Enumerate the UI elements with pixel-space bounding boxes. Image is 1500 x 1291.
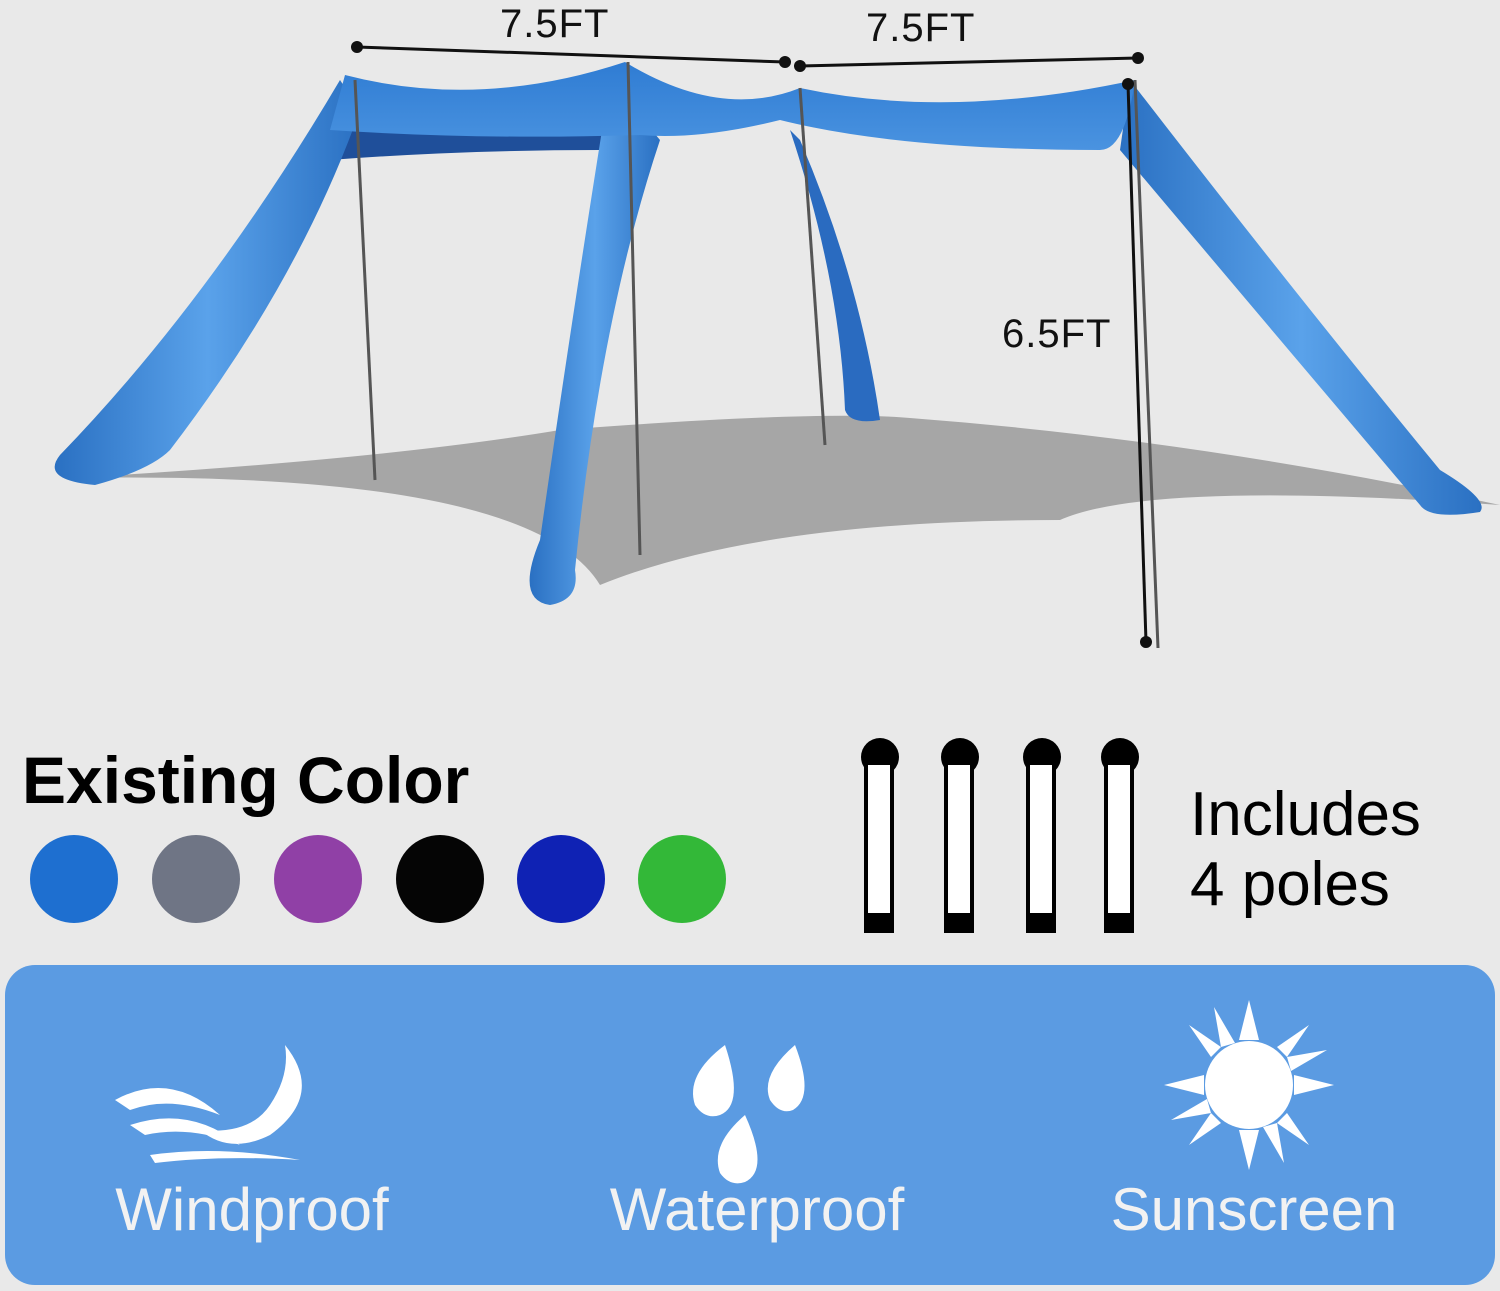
poles-caption: [1190, 780, 1421, 920]
feature-windproof: [5, 965, 501, 1285]
color-swatch-navy: [517, 835, 605, 923]
water-drops-icon: [675, 1035, 875, 1185]
pole-icon-3: [1023, 738, 1061, 931]
dimension-label-height: 6.5FT: [1002, 312, 1112, 356]
wind-icon: [110, 1025, 310, 1175]
dimension-label-width-right: 7.5FT: [866, 6, 976, 50]
color-swatch-gray: [152, 835, 240, 923]
color-swatch-green: [638, 835, 726, 923]
sun-icon: [1159, 995, 1339, 1175]
features-panel: [5, 965, 1495, 1285]
pole-icon-4: [1101, 738, 1139, 931]
colors-heading: Existing Color: [22, 743, 470, 817]
dimension-label-width-left: 7.5FT: [500, 2, 610, 46]
color-swatch-blue: [30, 835, 118, 923]
feature-label-sunscreen: Sunscreen: [1110, 1176, 1398, 1243]
dimension-line-width-right: [794, 52, 1144, 72]
poles-caption-line1: Includes: [1190, 780, 1421, 849]
tent-leg-back: [790, 130, 880, 421]
feature-waterproof: [505, 965, 1001, 1285]
feature-label-waterproof: Waterproof: [609, 1176, 905, 1243]
feature-sunscreen: [999, 965, 1495, 1285]
feature-label-windproof: Windproof: [115, 1176, 389, 1243]
pole-icon-2: [941, 738, 979, 931]
color-swatch-purple: [274, 835, 362, 923]
poles-icon: [850, 735, 1170, 945]
color-swatch-black: [396, 835, 484, 923]
tent-leg-left: [55, 80, 360, 485]
poles-caption-line2: 4 poles: [1190, 850, 1390, 919]
ground-shade: [70, 416, 1500, 585]
pole-icon-1: [861, 738, 899, 931]
pole-3: [800, 88, 825, 445]
